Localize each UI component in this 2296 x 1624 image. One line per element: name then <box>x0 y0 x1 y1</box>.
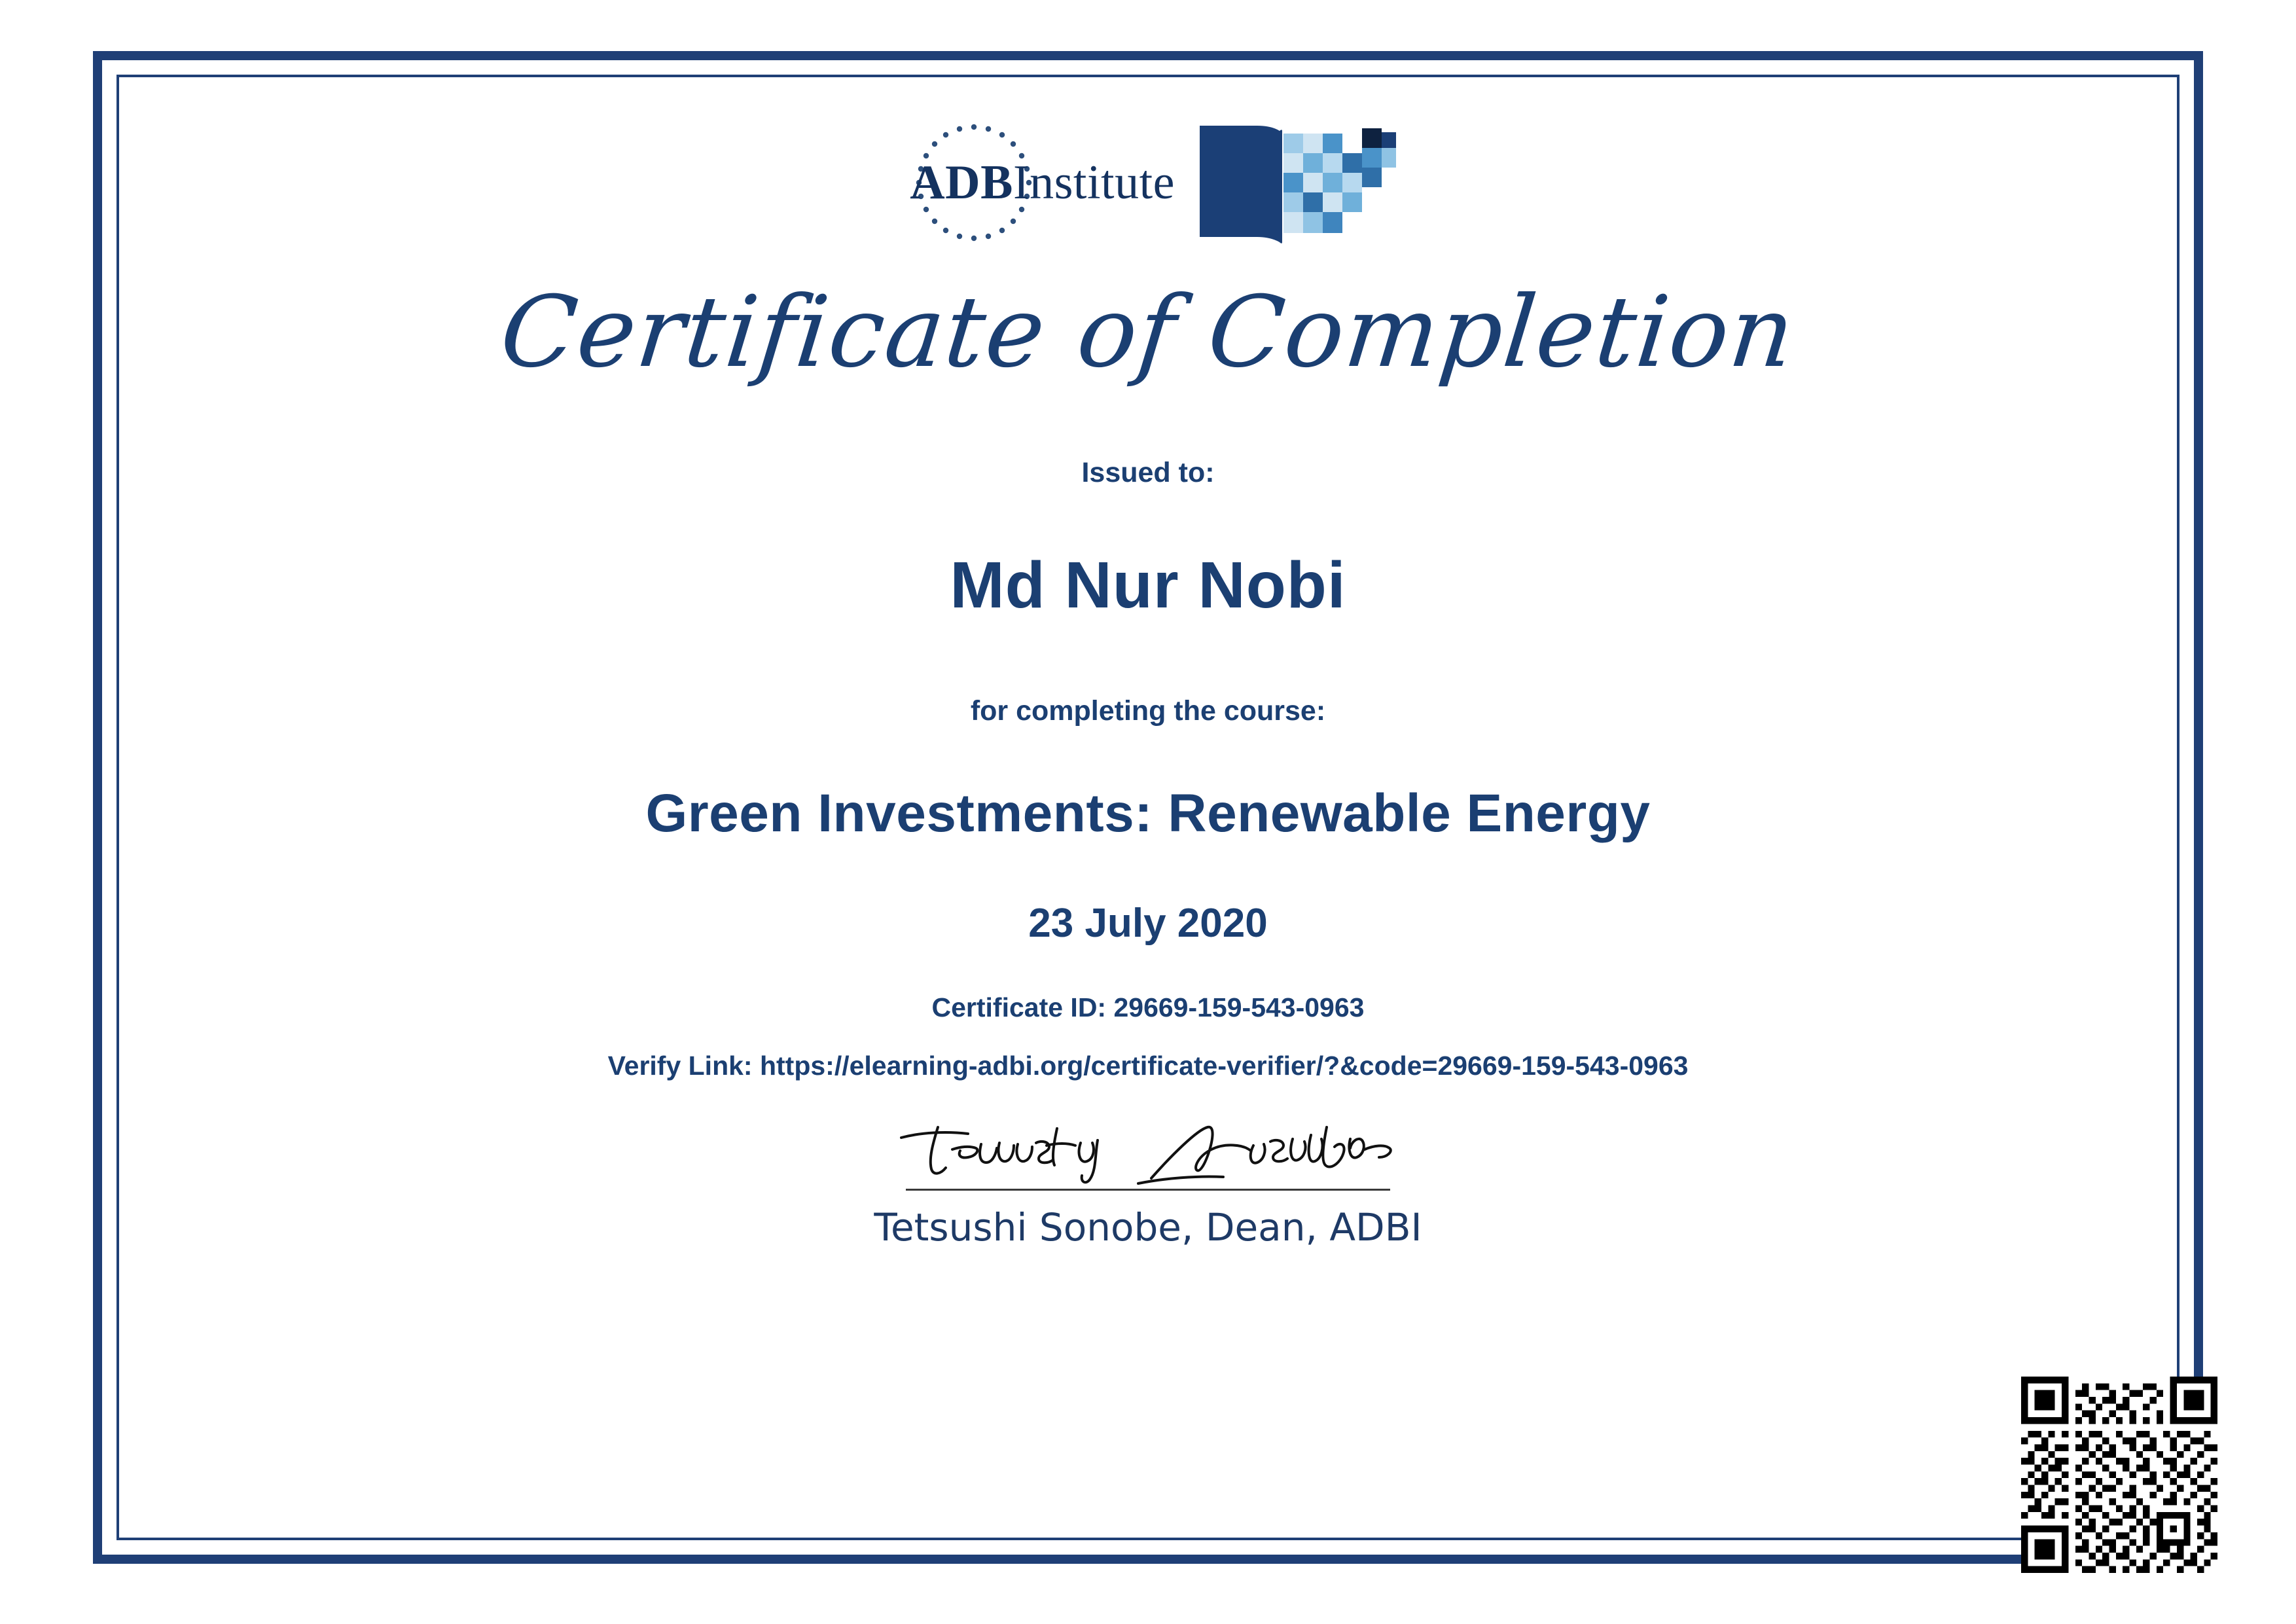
course-title: Green Investments: Renewable Energy <box>645 783 1651 843</box>
logo-text-institute: Institute <box>1013 155 1175 209</box>
adb-institute-logo <box>886 114 1180 251</box>
completion-date: 23 July 2020 <box>1028 900 1268 946</box>
issued-to-label: Issued to: <box>1081 456 1215 488</box>
book-pixel-icon <box>1194 114 1410 251</box>
verification-qr-code[interactable] <box>2021 1377 2217 1573</box>
page-title: Certificate of Completion <box>495 276 1801 389</box>
certificate-content <box>117 75 2179 1540</box>
logo-wordmark <box>910 155 1180 211</box>
signature-caption: Tetsushi Sonobe, Dean, ADBI <box>874 1204 1422 1250</box>
verify-link[interactable]: Verify Link: https://elearning-adbi.org/certificate-verifier/?&code=29669-159-543-0963 <box>607 1050 1689 1081</box>
signature-icon <box>889 1115 1407 1187</box>
certificate-id: Certificate ID: 29669-159-543-0963 <box>931 992 1365 1022</box>
logo-text-adb: ADB <box>910 155 1013 209</box>
signature-rule <box>906 1189 1390 1191</box>
for-completing-label: for completing the course: <box>970 695 1326 727</box>
recipient-name: Md Nur Nobi <box>950 548 1346 622</box>
logo-row <box>886 107 1410 258</box>
signature-block <box>874 1115 1422 1250</box>
